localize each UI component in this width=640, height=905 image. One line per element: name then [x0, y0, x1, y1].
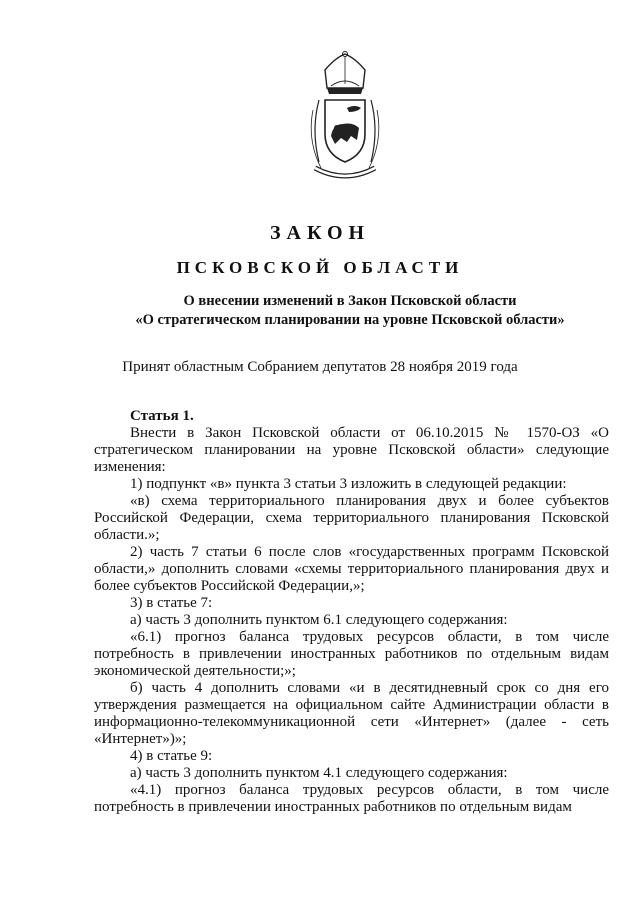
paragraph: «4.1) прогноз баланса трудовых ресурсов области, в том числе потребность в привлечении иностранных работников по отдельным видам	[94, 782, 609, 815]
law-subject-line-2: «О стратегическом планировании на уровне Псковской области»	[135, 312, 565, 328]
paragraph: а) часть 3 дополнить пунктом 6.1 следующего содержания:	[130, 612, 508, 628]
paragraph: а) часть 3 дополнить пунктом 4.1 следующего содержания:	[130, 765, 508, 781]
article-body	[94, 408, 609, 816]
adoption-note: Принят областным Собранием депутатов 28 ноября 2019 года	[122, 359, 518, 375]
paragraph: «6.1) прогноз баланса трудовых ресурсов области, в том числе потребность в привлечении иностранных работников по отдельным видам экономической деятельности;»;	[94, 629, 609, 679]
paragraph: б) часть 4 дополнить словами «и в десятидневный срок со дня его утверждения размещается на официальном сайте Администрации области в информационно-телекоммуникационной сети «Интернет» (далее - сеть «Интернет»)»;	[94, 680, 609, 747]
law-title: ЗАКОН	[269, 222, 371, 244]
paragraph: 2) часть 7 статьи 6 после слов «государственных программ Псковской области,» дополнить словами «схемы территориального планирования двух и более субъектов Российской Федерации,»;	[94, 544, 609, 594]
law-subject-line-1: О внесении изменений в Закон Псковской области	[183, 293, 517, 309]
paragraph: Внести в Закон Псковской области от 06.10.2015 № 1570-ОЗ «О стратегическом планировании на уровне Псковской области» следующие изменения:	[94, 425, 609, 475]
article-heading: Статья 1.	[130, 408, 194, 424]
paragraph: 4) в статье 9:	[130, 748, 213, 764]
paragraph: 3) в статье 7:	[130, 595, 213, 611]
paragraph: «в) схема территориального планирования двух и более субъектов Российской Федерации, схема территориального планирования Псковской области.»;	[94, 493, 609, 543]
region-title: ПСКОВСКОЙ ОБЛАСТИ	[176, 258, 464, 277]
pskov-coat-of-arms-icon	[297, 50, 393, 190]
paragraph: 1) подпункт «в» пункта 3 статьи 3 изложить в следующей редакции:	[130, 476, 567, 492]
